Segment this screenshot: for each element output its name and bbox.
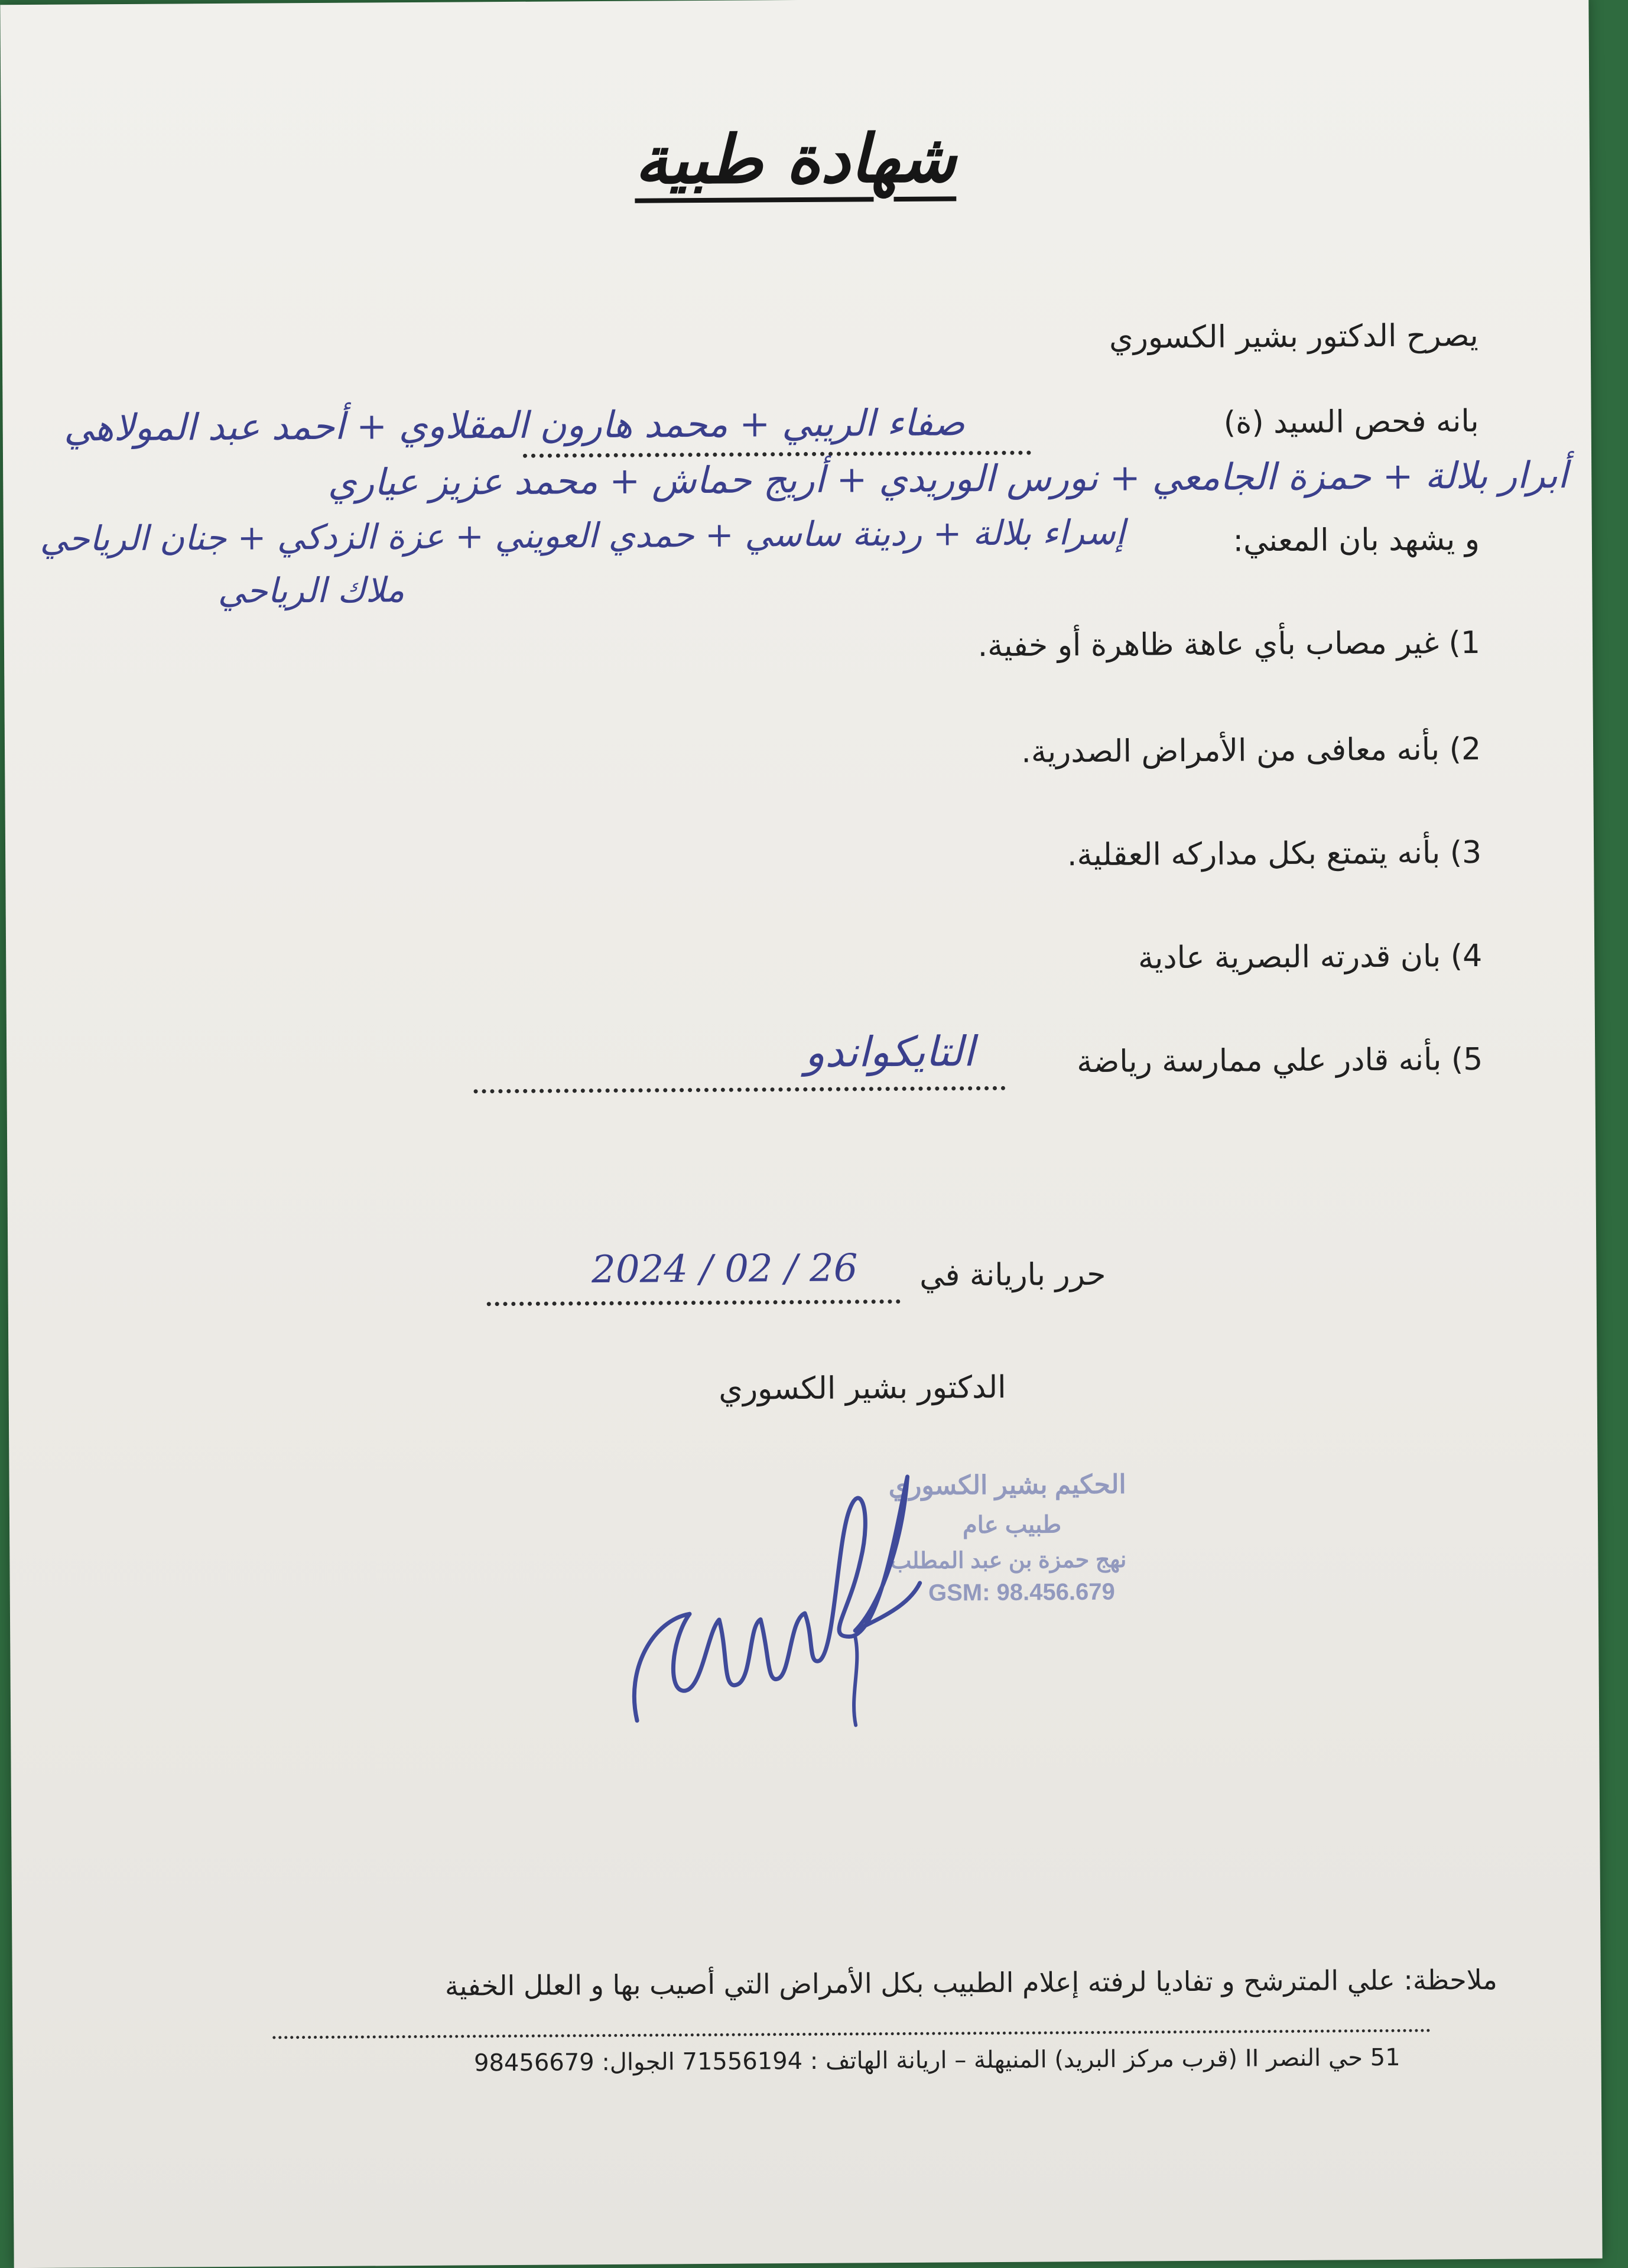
item-text: بأنه قادر علي ممارسة رياضة — [1077, 1042, 1442, 1080]
handwritten-date: 2024 / 02 / 26 — [591, 1246, 858, 1292]
certificate-title: شهادة طبية — [634, 120, 957, 199]
footer-address: 51 حي النصر II (قرب مركز البريد) المنيهلة – اريانة الهاتف : 71556194 الجوال: 98456679 — [473, 2043, 1400, 2077]
handwritten-names-line-2: أبرار بلالة + حمزة الجامعي + نورس الوريدي + أريج حماش + محمد عزيز عياري — [327, 453, 1568, 504]
condition-item-2 — [1021, 732, 1481, 770]
condition-item-3 — [1067, 835, 1482, 873]
item-number: 4) — [1450, 938, 1483, 974]
item-text: بان قدرته البصرية عادية — [1138, 938, 1441, 976]
examined-label: بانه فحص السيد (ة) — [1223, 403, 1479, 441]
footer-note: ملاحظة: علي المترشح و تفاديا لرفته إعلام الطبيب بكل الأمراض التي أصيب بها و العلل الخفية — [444, 1963, 1497, 2002]
handwritten-sport: التايكواندو — [804, 1027, 975, 1077]
doctor-signature — [600, 1441, 932, 1750]
item-text: بأنه معافى من الأمراض الصدرية. — [1021, 732, 1440, 770]
footer-divider — [272, 2029, 1431, 2039]
certify-label: و يشهد بان المعني: — [1233, 521, 1480, 559]
issued-label: حرر باريانة في — [919, 1256, 1106, 1294]
condition-item-1 — [977, 625, 1480, 664]
stamp-line-2: طبيب عام — [962, 1512, 1062, 1539]
stamp-line-4: GSM: 98.456.679 — [928, 1578, 1115, 1606]
date-dotted-line — [487, 1299, 901, 1306]
handwritten-names-line-4: ملاك الرياحي — [217, 570, 405, 612]
item-text: بأنه يتمتع بكل مداركه العقلية. — [1067, 835, 1441, 873]
condition-item-5 — [1077, 1042, 1483, 1080]
stamp-line-3: نهج حمزة بن عبد المطلب — [890, 1547, 1127, 1574]
condition-item-4 — [1138, 938, 1482, 976]
declarant-line: يصرح الدكتور بشير الكسوري — [1109, 317, 1478, 356]
handwritten-names-line-3: إسراء بلالة + ردينة ساسي + حمدي العويني + عزة الزدكي + جنان الرياحي — [40, 512, 1126, 559]
item-number: 2) — [1449, 731, 1481, 768]
handwritten-names-line-1: صفاء الريبي + محمد هارون المقلاوي + أحمد عبد المولاهي — [63, 401, 965, 450]
sport-dotted-line — [474, 1086, 1006, 1093]
item-text: غير مصاب بأي عاهة ظاهرة أو خفية. — [977, 625, 1439, 664]
doctor-name: الدكتور بشير الكسوري — [719, 1369, 1006, 1407]
item-number: 5) — [1451, 1041, 1483, 1078]
item-number: 3) — [1450, 834, 1482, 871]
item-number: 1) — [1448, 625, 1481, 661]
stamp-line-1: الحكيم بشير الكسوري — [888, 1470, 1126, 1501]
